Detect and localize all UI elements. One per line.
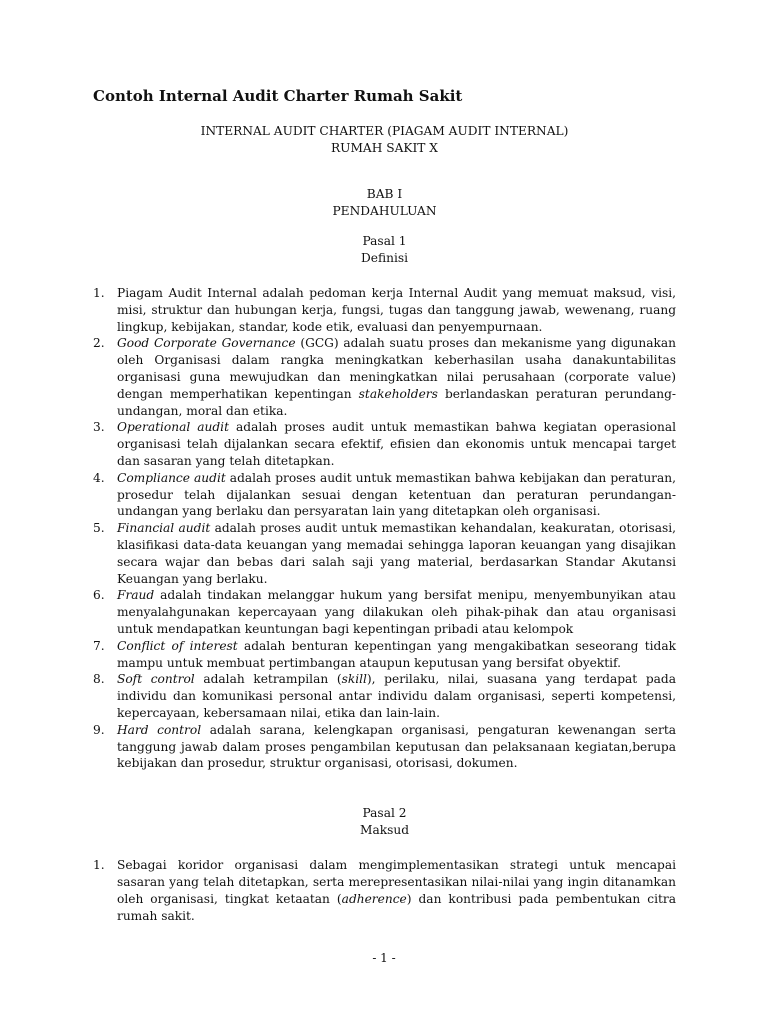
item-term: Operational audit: [117, 420, 229, 435]
purpose-list: [93, 857, 676, 924]
charter-header: [93, 123, 676, 157]
definition-item: [93, 587, 676, 637]
item-term: Hard control: [117, 722, 202, 737]
item-text: adalah ketrampilan (: [194, 672, 342, 687]
item-number: 2.: [93, 336, 105, 351]
definition-item: [93, 470, 676, 520]
pasal-1-title: Definisi: [360, 251, 408, 265]
item-text: Piagam Audit Internal adalah pedoman kerja Internal Audit yang memuat maksud, visi, misi, struktur dan hubungan kerja, fungsi, tugas dan tanggung jawab, wewenang, ruang lingkup, kebijakan, standar, kode etik, evaluasi dan penyempurnaan.: [117, 286, 676, 334]
definition-item: [93, 285, 676, 335]
item-text-tail: berlandaskan peraturan perundang-undangan, moral dan etika.: [117, 386, 676, 418]
item-term: Financial audit: [117, 521, 211, 536]
purpose-item: [93, 857, 676, 924]
pasal-2-title: Maksud: [359, 823, 410, 838]
item-number: 3.: [93, 420, 105, 435]
chapter-title: PENDAHULUAN: [332, 204, 437, 218]
charter-title: INTERNAL AUDIT CHARTER (PIAGAM AUDIT INTERNAL): [200, 124, 569, 138]
item-emphasis: skill: [341, 672, 367, 687]
item-text: adalah proses audit untuk memastikan bahwa kegiatan operasional organisasi telah dijalankan secara efektif, efisien dan ekonomis untuk mencapai target dan sasaran yang telah ditetapkan.: [117, 420, 676, 468]
item-term: Fraud: [117, 588, 155, 603]
document-title: Contoh Internal Audit Charter Rumah Sakit: [93, 87, 463, 105]
item-text-tail: ) dan kontribusi pada pembentukan citra rumah sakit.: [117, 891, 676, 923]
item-number: 4.: [93, 470, 105, 485]
pasal-1-number: Pasal 1: [362, 234, 407, 248]
item-number: 5.: [93, 521, 105, 536]
item-text: adalah proses audit untuk memastikan bahwa kebijakan dan peraturan, prosedur telah dijalankan sesuai dengan ketentuan dan peraturan perundangan-undangan yang berlaku dan persyaratan lain yang ditetapkan oleh organisasi.: [117, 470, 676, 519]
pasal-2-heading: [93, 805, 676, 839]
item-emphasis: stakeholders: [358, 386, 438, 401]
item-term: Compliance audit: [117, 470, 226, 485]
item-number: 1.: [93, 858, 105, 873]
page-number: - 1 -: [372, 951, 396, 965]
item-number: 7.: [93, 638, 105, 653]
item-text: adalah sarana, kelengkapan organisasi, pengaturan kewenangan serta tanggung jawab dalam proses pengambilan keputusan dan pelaksanaan kegiatan,berupa kebijakan dan prosedur, struktur organisasi, otorisasi, dokumen.: [117, 722, 676, 771]
item-text: adalah benturan kepentingan yang mengakibatkan seseorang tidak mampu untuk membuat pertimbangan ataupun keputusan yang bersifat obyektif.: [117, 638, 677, 670]
hospital-name: RUMAH SAKIT X: [331, 141, 438, 155]
item-number: 6.: [93, 588, 105, 603]
pasal-2-number: Pasal 2: [362, 806, 407, 821]
chapter-heading: [93, 186, 676, 220]
item-number: 8.: [93, 672, 105, 687]
item-text-tail: ), perilaku, nilai, suasana yang terdapat pada individu dan komunikasi personal antar individu dalam organisasi, seperti kompetensi, kepercayaan, kebersamaan nilai, etika dan lain-lain.: [117, 672, 676, 720]
item-term: Good Corporate Governance: [117, 336, 296, 351]
item-text: adalah tindakan melanggar hukum yang bersifat menipu, menyembunyikan atau menyalahgunakan kepercayaan yang dilakukan oleh pihak-pihak dan atau organisasi untuk mendapatkan keuntungan bagi kepentingan pribadi atau kelompok: [117, 588, 676, 636]
item-number: 9.: [93, 722, 105, 737]
definition-list: [93, 285, 676, 772]
definition-item: [93, 671, 676, 721]
definition-item: [93, 722, 676, 772]
definition-item: [93, 335, 676, 419]
item-term: Conflict of interest: [117, 638, 238, 653]
pasal-1-heading: [93, 233, 676, 267]
definition-item: [93, 520, 676, 587]
item-term: Soft control: [117, 672, 195, 687]
item-number: 1.: [93, 286, 105, 300]
item-emphasis: adherence: [341, 891, 407, 906]
definition-item: [93, 638, 676, 672]
definition-item: [93, 419, 676, 469]
item-text: Sebagai koridor organisasi dalam mengimplementasikan strategi untuk mencapai sasaran yang telah ditetapkan, serta merepresentasikan nilai-nilai yang ingin ditanamkan oleh organisasi, tingkat ketaatan (: [117, 858, 676, 906]
chapter-number: BAB I: [366, 187, 403, 201]
item-text: (GCG) adalah suatu proses dan mekanisme yang digunakan oleh Organisasi dalam rangka meningkatkan keberhasilan usaha danakuntabilitas organisasi guna mewujudkan dan meningkatkan nilai perusahaan (corporate value) dengan memperhatikan kepentingan: [117, 336, 677, 401]
item-text: adalah proses audit untuk memastikan kehandalan, keakuratan, otorisasi, klasifikasi data-data keuangan yang memadai sehingga laporan keuangan yang disajikan secara wajar dan bebas dari salah saji yang material, berdasarkan Standar Akutansi Keuangan yang berlaku.: [117, 521, 676, 586]
